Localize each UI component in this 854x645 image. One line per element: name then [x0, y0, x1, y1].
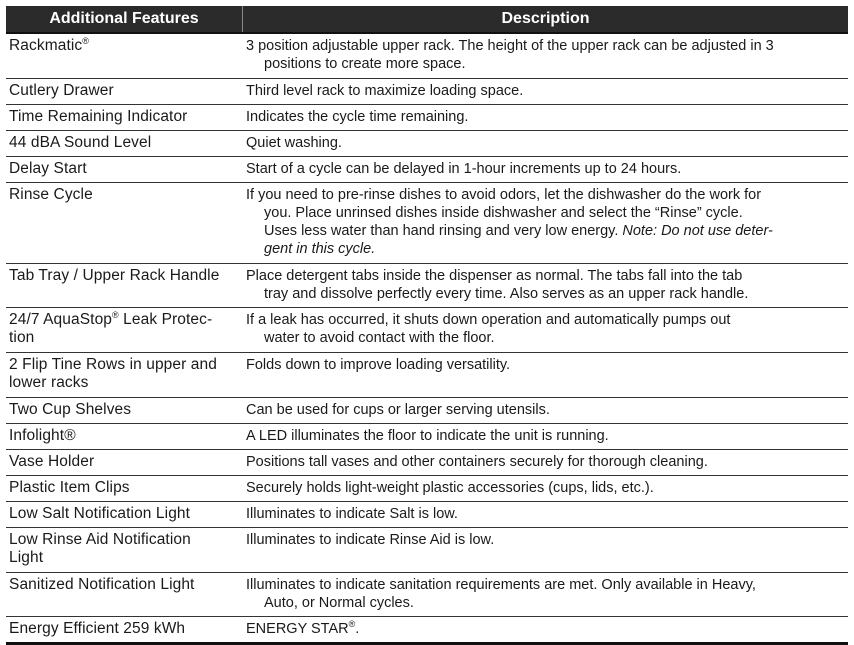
description-cell — [242, 353, 848, 397]
feature-cell: 44 dBA Sound Level — [9, 134, 152, 151]
table-row — [6, 353, 848, 398]
feature-cell: Rinse Cycle — [9, 186, 93, 203]
description-cell — [242, 502, 848, 527]
description-line: Folds down to improve loading versatility. — [246, 357, 511, 373]
description-line: If a leak has occurred, it shuts down operation and automatically pumps out — [246, 312, 731, 328]
table-row — [6, 476, 848, 502]
description-cell — [242, 34, 848, 78]
description-line: tray and dissolve perfectly every time. Also serves as an upper rack handle. — [264, 286, 749, 302]
description-line: Can be used for cups or larger serving utensils. — [246, 402, 550, 418]
table-row — [6, 34, 848, 79]
feature-cell: Cutlery Drawer — [9, 82, 114, 99]
description-line: A LED illuminates the floor to indicate the unit is running. — [246, 428, 609, 444]
registered-mark: ® — [82, 35, 89, 46]
feature-cell: Time Remaining Indicator — [9, 108, 188, 125]
registered-mark: ® — [112, 309, 119, 320]
description-line: Illuminates to indicate Salt is low. — [246, 506, 458, 522]
description-line: Illuminates to indicate sanitation requirements are met. Only available in Heavy, — [246, 577, 756, 593]
feature-cell — [6, 308, 242, 352]
table-row — [6, 617, 848, 642]
description-line: Quiet washing. — [246, 135, 342, 151]
feature-cell: Low Salt Notification Light — [9, 505, 191, 522]
table-row — [6, 131, 848, 157]
table-row — [6, 528, 848, 573]
table-row — [6, 424, 848, 450]
description-cell — [242, 573, 848, 616]
feature-text: Rackmatic — [9, 37, 83, 54]
description-cell — [242, 183, 848, 263]
description-line: Illuminates to indicate Rinse Aid is low. — [246, 532, 495, 548]
feature-text: 24/7 AquaStop — [9, 311, 113, 328]
feature-text: Low Rinse Aid Notification — [9, 531, 191, 548]
note-text: Note: Do not use deter- — [622, 223, 773, 239]
description-line: Start of a cycle can be delayed in 1-hour increments up to 24 hours. — [246, 161, 682, 177]
feature-text: 2 Flip Tine Rows in upper and — [9, 356, 217, 373]
description-cell — [242, 308, 848, 352]
table-row — [6, 502, 848, 528]
feature-cell: Energy Efficient 259 kWh — [9, 620, 186, 637]
description-cell — [242, 476, 848, 501]
feature-cell: Vase Holder — [9, 453, 95, 470]
description-cell — [242, 157, 848, 182]
table-row — [6, 573, 848, 617]
description-line: positions to create more space. — [264, 56, 466, 72]
table-row — [6, 450, 848, 476]
description-line: water to avoid contact with the floor. — [264, 330, 495, 346]
table-row — [6, 264, 848, 308]
description-cell — [242, 617, 848, 642]
registered-mark: ® — [348, 619, 356, 630]
description-cell — [242, 264, 848, 307]
description-line: 3 position adjustable upper rack. The height of the upper rack can be adjusted in 3 — [246, 38, 774, 54]
feature-cell: Two Cup Shelves — [9, 401, 132, 418]
table-row — [6, 79, 848, 105]
feature-cell: Sanitized Notification Light — [9, 576, 195, 593]
description-text: ENERGY STAR — [246, 621, 349, 637]
description-cell — [242, 131, 848, 156]
feature-cell — [6, 528, 242, 572]
table-row — [6, 157, 848, 183]
note-text: gent in this cycle. — [264, 241, 376, 257]
description-line — [246, 222, 842, 240]
description-cell — [242, 398, 848, 423]
header-description: Description — [501, 10, 590, 27]
feature-cell — [6, 34, 242, 78]
description-line: Indicates the cycle time remaining. — [246, 109, 469, 125]
description-line: you. Place unrinsed dishes inside dishwasher and select the “Rinse” cycle. — [264, 205, 743, 221]
description-line: Place detergent tabs inside the dispenser as normal. The tabs fall into the tab — [246, 268, 743, 284]
description-cell — [242, 79, 848, 104]
feature-text: Leak Protec- — [118, 311, 213, 328]
feature-text: Light — [9, 549, 44, 566]
table-row — [6, 183, 848, 264]
feature-cell: Delay Start — [9, 160, 87, 177]
feature-text: lower racks — [9, 374, 89, 391]
table-row — [6, 398, 848, 424]
feature-cell — [6, 353, 242, 397]
description-text: Uses less water than hand rinsing and very low energy. — [264, 223, 619, 239]
table-row — [6, 308, 848, 353]
description-cell — [242, 450, 848, 475]
description-cell — [242, 105, 848, 130]
features-table — [6, 6, 848, 645]
feature-cell: Plastic Item Clips — [9, 479, 130, 496]
feature-cell: Infolight® — [9, 427, 76, 444]
description-text: . — [355, 621, 360, 637]
description-line: Third level rack to maximize loading space. — [246, 83, 524, 99]
description-line: Positions tall vases and other containers securely for thorough cleaning. — [246, 454, 708, 470]
feature-cell: Tab Tray / Upper Rack Handle — [9, 267, 220, 284]
feature-text: tion — [9, 329, 35, 346]
description-line: Auto, or Normal cycles. — [264, 595, 414, 611]
description-line: If you need to pre-rinse dishes to avoid odors, let the dishwasher do the work for — [246, 187, 762, 203]
description-cell — [242, 424, 848, 449]
table-header — [6, 6, 848, 34]
header-features: Additional Features — [6, 6, 243, 32]
table-row — [6, 105, 848, 131]
description-cell — [242, 528, 848, 572]
description-line: Securely holds light-weight plastic accessories (cups, lids, etc.). — [246, 480, 654, 496]
